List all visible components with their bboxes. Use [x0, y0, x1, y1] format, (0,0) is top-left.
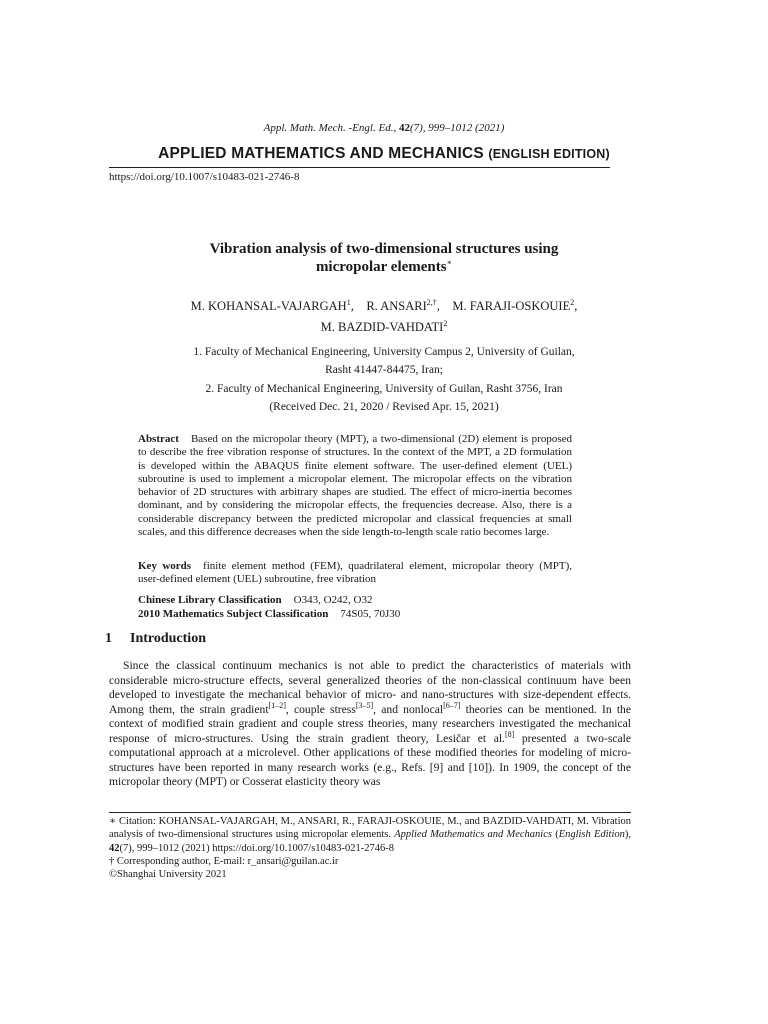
affiliation-1-line2: Rasht 41447-84475, Iran;: [325, 364, 443, 377]
footnotes: [109, 815, 631, 881]
footnote-rule: [109, 812, 631, 813]
author-affil-mark: 2,†: [426, 297, 437, 307]
running-head-volume: 42: [398, 122, 410, 134]
keywords-text: finite element method (FEM), quadrilateral element, micropolar theory (MPT), user-defined element (UEL) subroutine, free vibration: [138, 560, 572, 586]
doi-link[interactable]: https://doi.org/10.1007/s10483-021-2746-8: [109, 171, 300, 183]
abstract-text: Based on the micropolar theory (MPT), a two-dimensional (2D) element is proposed to describe the free vibration response of structures. In the context of the MPT, a 2D formulation is developed within the ABAQUS finite element software. The user-defined element (UEL) subroutine is used to implement a micropolar element. The micropolar effects on the vibration behavior of 2D structures with arbitrary shapes are studied. The effect of micro-inertia becomes dominant, and by considering the micropolar effects, the frequencies decrease. Also, there is a considerable discrepancy between the predicted micropolar and classical frequencies at small scales, and this difference decreases when the side length-to-length scale ratio becomes large.: [138, 433, 572, 539]
author-name: M. KOHANSAL-VAJARGAH: [190, 299, 347, 313]
journal-title-main: APPLIED MATHEMATICS AND MECHANICS: [158, 145, 484, 162]
abstract: [138, 433, 572, 539]
author-affil-mark: 1: [346, 297, 351, 307]
corresponding-author-footnote: † Corresponding author, E-mail: r_ansari@guilan.ac.ir: [109, 855, 339, 867]
citation-footnote: ∗ Citation: KOHANSAL-VAJARGAH, M., ANSARI, R., FARAJI-OSKOUIE, M., and BAZDID-VAHDATI, M. Vibration analysis of two-dimensional structures using micropolar elements. Applied Mathematics and Mechanics (English Edition), 42(7), 999–1012 (2021) https://doi.org/10.1007/s10483-021-2746-8: [109, 816, 632, 854]
affiliation-2: 2. Faculty of Mechanical Engineering, University of Guilan, Rasht 3756, Iran: [205, 382, 563, 395]
keywords: [138, 560, 572, 587]
author-name: M. BAZDID-VAHDATI: [320, 320, 444, 334]
section-heading: [105, 631, 206, 647]
citation-ref[interactable]: [6–7]: [443, 700, 461, 710]
author-line1: M. KOHANSAL-VAJARGAH$^1$, R. $ANSARI^{2,\dagger}$, M. FARAJI-OSKOUIE$^2$,: [190, 297, 578, 313]
clc-classification: [138, 593, 608, 607]
clc-value: O343, O242, O32: [293, 594, 373, 606]
citation-ref[interactable]: [1–2]: [268, 700, 286, 710]
author-list: [109, 296, 659, 338]
author-name: R. ANSARI: [366, 299, 427, 313]
keywords-label: Key words: [138, 560, 192, 572]
running-head-prefix: Appl. Math. Mech. -Engl. Ed.,: [263, 122, 397, 134]
running-head-suffix: (7), 999–1012 (2021): [409, 122, 505, 134]
copyright-footnote: ©Shanghai University 2021: [109, 869, 227, 881]
affiliations: [109, 343, 659, 416]
title-footnote-mark: ∗: [446, 258, 453, 267]
citation-ref[interactable]: [3–5]: [355, 700, 374, 710]
received-dates: (Received Dec. 21, 2020 / Revised Apr. 15, 2021): [269, 400, 499, 413]
author-name: M. FARAJI-OSKOUIE: [452, 299, 571, 313]
intro-paragraph: Since the classical continuum mechanics is not able to predict the characteristics of materials with considerable micro-structure effects, several generalized theories of the non-classical continuum have been developed to investigate the mechanical behavior of micro- and nano-structures with size-dependent effects. Among them, the strain gradient[1–2], couple stress[3–5], and nonlocal[6–7] theories can be mentioned. In the context of modified strain gradient and couple stress theories, many researchers investigated the mechanical response of micro-structures. Using the strain gradient theory, Lesičar et al.[8] presented a two-scale computational approach at a microlevel. Other applications of these modified theories for modeling of micro-structures have been reported in many research works (e.g., Refs. [9] and [10]). In 1909, the concept of the micropolar theory (MPT) or Cosserat elasticity theory was: [109, 659, 632, 788]
journal-title-edition: (ENGLISH EDITION): [488, 147, 610, 161]
clc-label: Chinese Library Classification: [138, 594, 282, 606]
section-title: Introduction: [130, 631, 206, 646]
msc-label: 2010 Mathematics Subject Classification: [138, 608, 329, 620]
running-head: [0, 122, 768, 134]
affiliation-1-line1: 1. Faculty of Mechanical Engineering, University Campus 2, University of Guilan,: [193, 346, 575, 358]
msc-value: 74S05, 70J30: [340, 608, 401, 620]
paper-title-line2: micropolar elements∗: [315, 258, 453, 275]
msc-classification: [138, 607, 608, 621]
author-affil-mark: 2: [443, 318, 448, 328]
paper-title: [109, 240, 659, 276]
journal-title: [0, 145, 768, 163]
header-rule: [109, 167, 610, 168]
author-affil-mark: 2: [570, 297, 575, 307]
section-number: 1: [105, 631, 112, 646]
citation-ref[interactable]: [8]: [504, 729, 515, 739]
paper-title-line1: Vibration analysis of two-dimensional structures using: [209, 241, 559, 257]
author-line2: [109, 317, 659, 338]
abstract-label: Abstract: [138, 433, 179, 445]
